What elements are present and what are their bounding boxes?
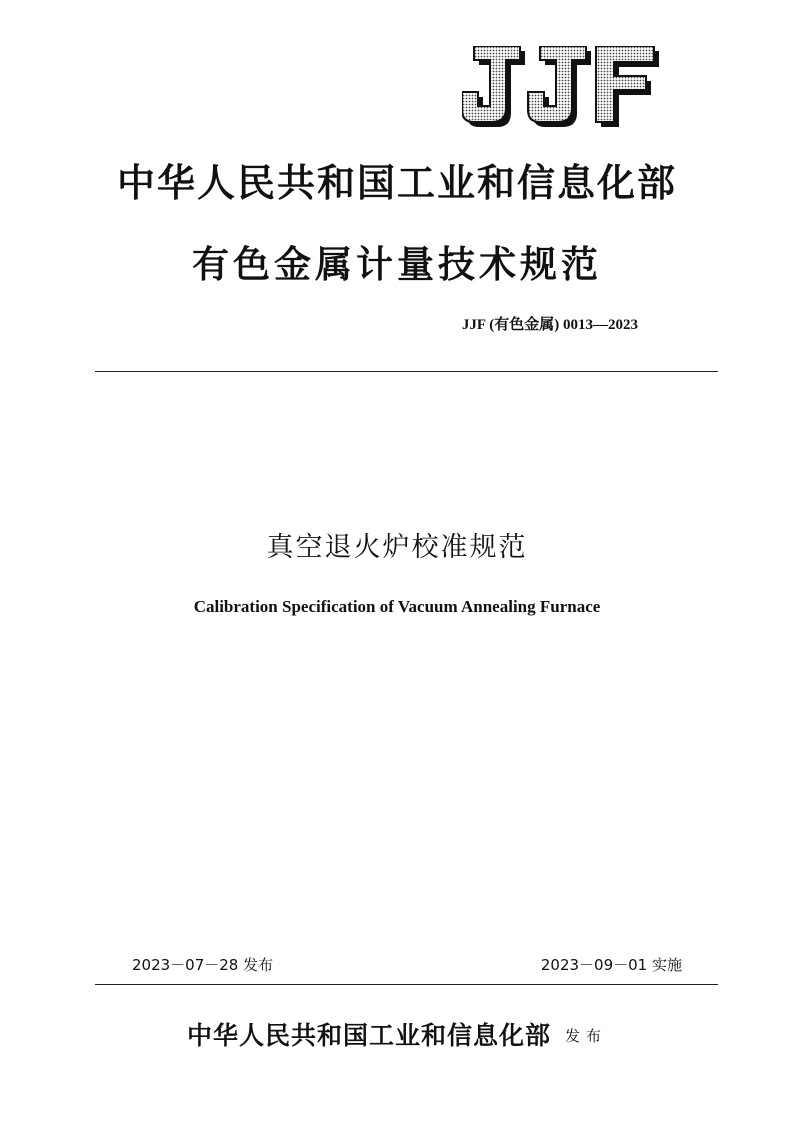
issuing-ministry: 中华人民共和国工业和信息化部 — [116, 161, 677, 205]
implementation-date: 2023－09－01 实施 — [540, 956, 682, 974]
jjf-logo-icon — [462, 46, 662, 130]
document-title-english: Calibration Specification of Vacuum Annealing Furnace — [193, 597, 601, 616]
issuer-line — [0, 1016, 794, 1059]
specification-series: 有色金属计量技术规范 — [192, 243, 602, 286]
top-divider — [95, 371, 718, 372]
publication-date: 2023－07－28 发布 — [132, 956, 274, 974]
issuer-name: 中华人民共和国工业和信息化部 — [186, 1021, 551, 1050]
document-title-chinese: 真空退火炉校准规范 — [266, 532, 528, 563]
issued-label: 发布 — [565, 1027, 608, 1045]
standard-code: JJF (有色金属) 0013—2023 — [461, 317, 638, 333]
bottom-divider — [95, 984, 718, 985]
